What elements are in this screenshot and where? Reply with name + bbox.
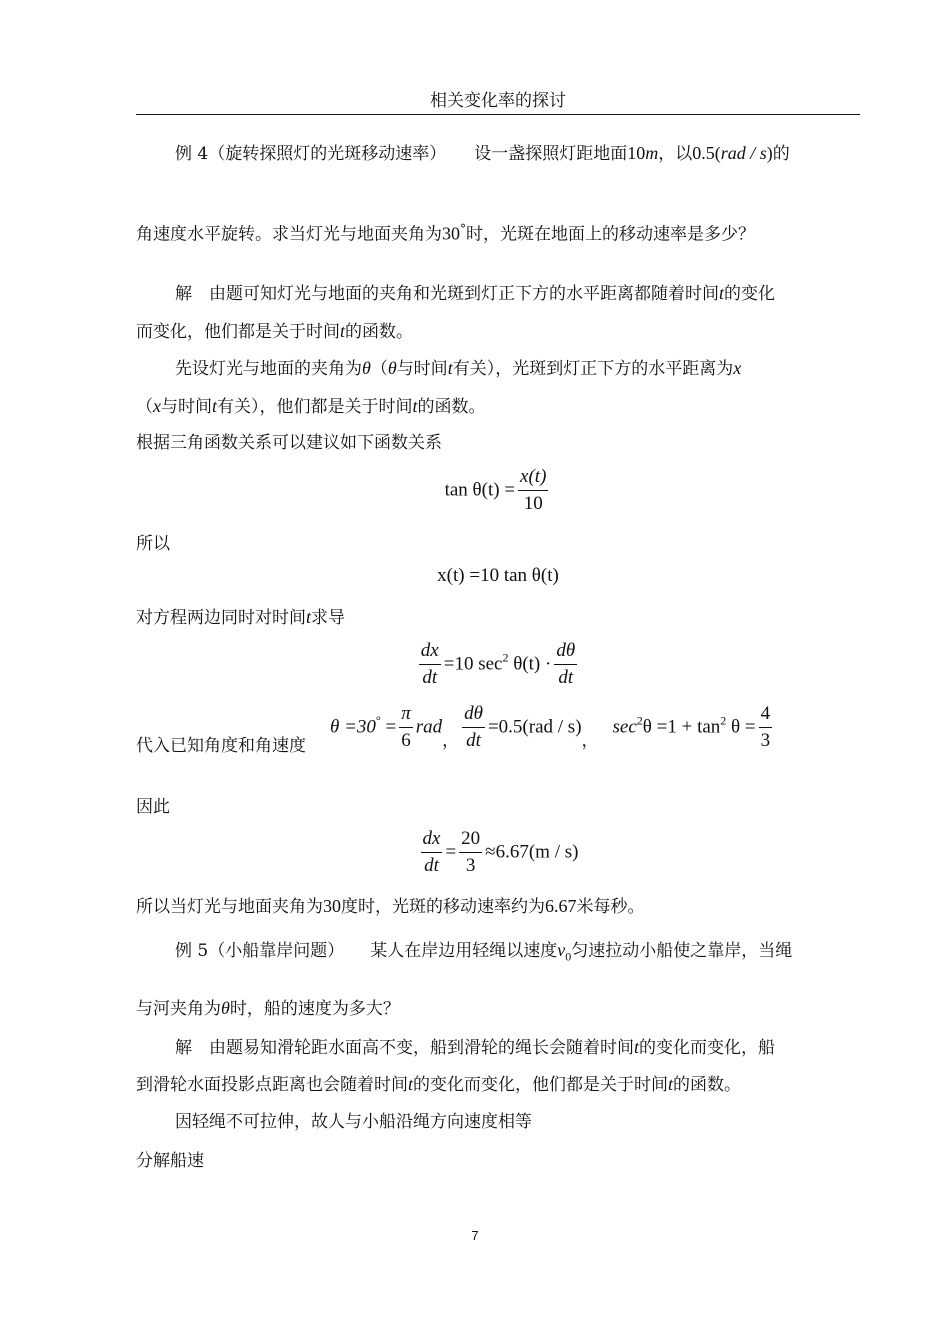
time-var: t: [412, 396, 418, 416]
equation-x: x(t) =10 tan θ(t): [437, 565, 559, 586]
example5-text: 某人在岸边用轻绳以速度: [370, 941, 558, 961]
eq3-numerator: dx: [419, 640, 441, 665]
example4-label: 例 4（旋转探照灯的光斑移动速率）: [175, 144, 447, 164]
sol4-text: 求导: [311, 608, 346, 628]
sol4-text: 的函数。: [345, 322, 414, 342]
eq1-fraction: [518, 466, 548, 515]
example5-text: 匀速拉动小船使之靠岸，当绳: [571, 941, 793, 961]
sol4-text: 有关），他们都是关于时间: [217, 397, 413, 417]
identity: θ =: [726, 716, 756, 738]
conclusion-text: 度时，光斑的移动速率约为: [341, 897, 545, 917]
known-values-label: 代入已知角度和角速度: [136, 736, 306, 756]
sol4-text: （: [370, 359, 388, 379]
time-var: t: [212, 396, 218, 416]
time-var: t: [340, 321, 346, 341]
square: 2: [720, 713, 727, 728]
distance-unit: m: [645, 143, 659, 163]
page-number: 7: [471, 1228, 479, 1243]
example4-line1: [175, 140, 860, 167]
time-var: t: [668, 1074, 674, 1094]
sol4-text: 有关），光斑到灯正下方的水平距离为: [452, 359, 734, 379]
example5-text: 时，船的速度为多大？: [229, 999, 400, 1019]
equation-tan: [136, 466, 860, 515]
example5-line1: [175, 937, 860, 969]
x-var: x: [153, 396, 161, 416]
eq1-denominator: 10: [523, 493, 543, 514]
three: 3: [465, 855, 476, 876]
four-thirds: [759, 703, 773, 752]
example4-text: 的: [772, 144, 790, 164]
degree-sign: °: [375, 713, 381, 728]
three: 3: [760, 730, 771, 751]
sol5-text: 的变化而变化，他们都是关于时间: [413, 1075, 669, 1095]
angle-value: 30: [442, 223, 460, 244]
six: 6: [401, 730, 411, 751]
conclusion-4: [136, 893, 860, 920]
degree-sign: °: [460, 222, 466, 236]
page-header: 相关变化率的探讨: [136, 88, 860, 115]
angular-speed-unit: rad / s: [720, 143, 767, 163]
speed-value: 6.67: [545, 896, 577, 916]
sol4-text: 的变化: [724, 284, 776, 304]
eq4-numerator: dx: [421, 828, 443, 853]
dtheta-dt: [462, 703, 485, 752]
equals: =: [380, 716, 397, 738]
sol4-text: 对方程两边同时对时间: [136, 608, 306, 628]
sol5-text: 的函数。: [673, 1075, 742, 1095]
time-var: t: [447, 358, 453, 378]
eq1-numerator: x(t): [518, 466, 548, 491]
equals: =: [445, 841, 457, 863]
time-var: t: [408, 1074, 414, 1094]
velocity-subscript: 0: [565, 949, 572, 964]
known-values: [330, 703, 775, 752]
distance-value: 10: [627, 143, 646, 163]
velocity-var: v: [557, 940, 566, 960]
example5-text: 与河夹角为: [136, 999, 221, 1019]
eq3-middle: =10 sec: [443, 653, 503, 675]
sec: sec: [612, 716, 637, 738]
conclusion-text: 所以当灯光与地面夹角为: [136, 897, 323, 917]
so-label-1: 所以: [136, 534, 170, 554]
twenty-thirds: [459, 828, 482, 877]
x-var: x: [733, 358, 742, 378]
identity: θ =1 + tan: [642, 716, 721, 738]
time-var: t: [719, 283, 725, 303]
eq3-denominator: dt: [558, 667, 574, 688]
time-var: t: [306, 607, 312, 627]
comma: ，: [442, 730, 460, 750]
angular-speed-value: 0.5(: [692, 143, 721, 163]
pi: π: [399, 703, 413, 728]
sol4-line4: [136, 393, 860, 420]
eq3-fraction-right: [554, 640, 577, 689]
sol4-text: 与时间: [396, 359, 448, 379]
sol4-line2: [136, 318, 860, 345]
twenty: 20: [459, 828, 482, 853]
angular-speed-eq: =0.5(rad / s): [487, 716, 582, 738]
example4-line2: [136, 216, 860, 248]
sol5-line2: [136, 1071, 860, 1098]
sol5-text: 的变化而变化，船: [639, 1038, 776, 1058]
equation-derivative: [136, 640, 860, 689]
sol4-text: 而变化，他们都是关于时间: [136, 322, 340, 342]
sol5-text: 到滑轮水面投影点距离也会随着时间: [136, 1075, 408, 1095]
sol4-text: 与时间: [161, 397, 212, 417]
sol5-line4: 分解船速: [136, 1151, 204, 1171]
eq1-lhs: tan θ(t) =: [444, 479, 516, 501]
sol5-line1: [175, 1034, 860, 1061]
example4-text: 设一盏探照灯距地面: [474, 144, 628, 164]
theta-var: θ: [221, 998, 230, 1018]
time-var: t: [634, 1037, 640, 1057]
sol4-line1: [175, 280, 860, 307]
angle-eq: θ =30: [330, 716, 376, 738]
conclusion-text: 米每秒。: [576, 897, 645, 917]
angle-value: 30: [323, 896, 341, 916]
rad-unit: rad: [415, 716, 443, 738]
therefore-label: 因此: [136, 797, 170, 817]
example4-text: 时，光斑在地面上的移动速率是多少？: [466, 224, 755, 245]
eq3-denominator: dt: [422, 667, 438, 688]
eq3-numerator: dθ: [554, 640, 577, 665]
sol4-line6: [136, 604, 860, 631]
example5-line2: [136, 995, 860, 1022]
eq3-fraction-left: [419, 640, 441, 689]
comma: ，: [581, 730, 599, 750]
square: 2: [636, 713, 643, 728]
speed-result: ≈6.67(m / s): [485, 841, 579, 863]
sol4-text: 解 由题可知灯光与地面的夹角和光斑到灯正下方的水平距离都随着时间: [175, 284, 719, 304]
dtheta: dθ: [462, 703, 485, 728]
theta-var: θ: [387, 358, 397, 378]
eq4-fraction-left: [421, 828, 443, 877]
paren-close: ): [766, 143, 773, 163]
pi-over-6: [399, 703, 413, 752]
sol4-line3: [175, 355, 860, 382]
eq3-middle: θ(t) ·: [508, 653, 552, 675]
theta-var: θ: [362, 358, 371, 378]
example4-text: 角速度水平旋转。求当灯光与地面夹角为: [136, 224, 442, 245]
sol4-text: （: [136, 397, 153, 417]
example5-label: 例 5（小船靠岸问题）: [175, 941, 345, 961]
eq4-denominator: dt: [424, 855, 439, 876]
example4-text: ，以: [658, 144, 693, 164]
dt: dt: [466, 730, 481, 751]
sol5-text: 解 由题易知滑轮距水面高不变，船到滑轮的绳长会随着时间: [175, 1038, 634, 1058]
eq3-square: 2: [502, 650, 509, 665]
sol4-text: 先设灯光与地面的夹角为: [175, 359, 362, 379]
sol4-line5: 根据三角函数关系可以建议如下函数关系: [136, 433, 442, 453]
equation-result: [136, 828, 860, 877]
four: 4: [759, 703, 773, 728]
sol4-text: 的函数。: [417, 397, 486, 417]
sol5-line3: 因轻绳不可拉伸，故人与小船沿绳方向速度相等: [175, 1112, 532, 1132]
